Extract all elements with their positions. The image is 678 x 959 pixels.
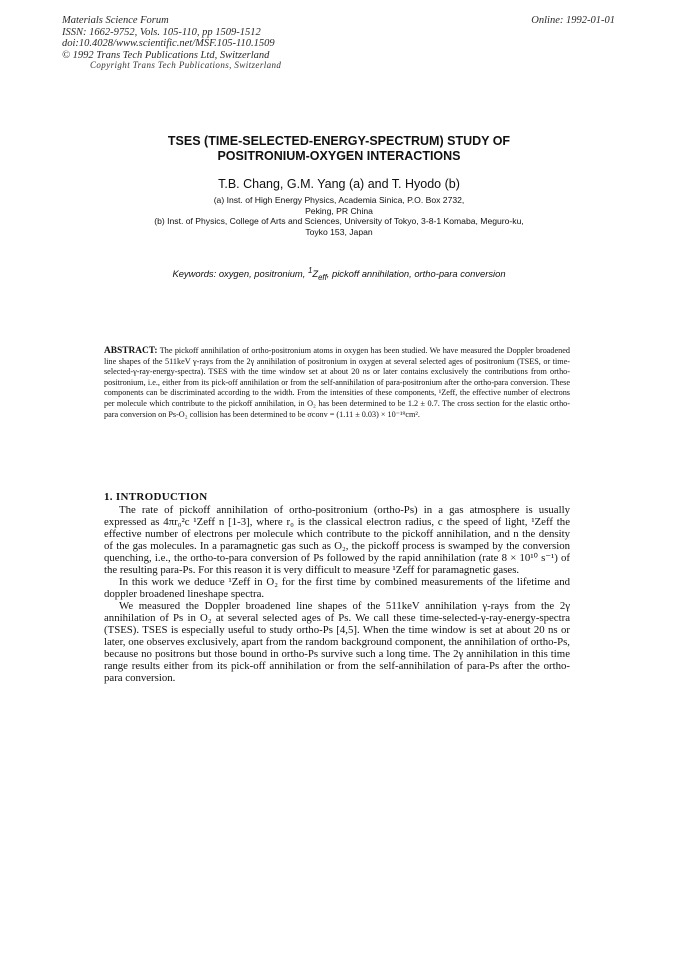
journal-name: Materials Science Forum xyxy=(62,15,169,26)
affiliation-line: (b) Inst. of Physics, College of Arts and Sciences, University of Tokyo, 3-8-1 Komaba, Meguro-ku, xyxy=(154,216,524,227)
affiliations xyxy=(0,195,678,238)
title-line-1: TSES (TIME-SELECTED-ENERGY-SPECTRUM) STUDY OF xyxy=(167,134,511,148)
affiliation-line: Toyko 153, Japan xyxy=(305,227,373,238)
title-line-2: POSITRONIUM-OXYGEN INTERACTIONS xyxy=(217,149,461,163)
authors: T.B. Chang, G.M. Yang (a) and T. Hyodo (b) xyxy=(218,177,460,191)
abstract xyxy=(104,346,570,420)
introduction-section xyxy=(104,491,570,684)
online-date: Online: 1992-01-01 xyxy=(531,15,615,26)
smudged-copyright-line: Copyright Trans Tech Publications, Switzerland xyxy=(90,60,282,71)
issn-line: ISSN: 1662-9752, Vols. 105-110, pp 1509-1512 xyxy=(62,26,261,38)
keywords-sup: 1 xyxy=(307,266,313,275)
paragraph: We measured the Doppler broadened line shapes of the 511keV annihilation γ-rays from the 2γ annihilation of Ps in O₂ at several selected ages of Ps. We call these time-selected-γ-ray-energy-spectra (TSES). TSES is especially useful to study ortho-Ps [4,5]. When the time window is set at about 20 ns or later, one observes exclusively, apart from the random background component, the annihilation of ortho-Ps, because no positrons but those bound in ortho-Ps survive such a long time. The 2γ annihilation in this time range results either from its pick-off annihilation or from the self-annihilation of para-Ps after the ortho-para conversion. xyxy=(104,600,570,684)
abstract-text: The pickoff annihilation of ortho-positronium atoms in oxygen has been studied. We have measured the Doppler broadened line shapes of the 511keV γ-rays from the 2γ annihilation of positronium in oxygen at several selected ages of positronium (TSES, or time-selected-γ-ray-energy-spectra). TSES with the time window set at about 20 ns or later contains exclusively the contributions from ortho-positronium, i.e., either from its pick-off annihilation or from the self-annihilation of para-positronium after the ortho-para conversion. These components can be discriminated according to the width. From the intensities of these components, ¹Zeff, the effective number of electrons per molecule which contribute to the pickoff annihilation, in O₂ has been determined to be 1.2 ± 0.7. The cross section for the elastic ortho-para conversion on Ps-O₂ collision has been determined to be σconv = (1.11 ± 0.03) × 10⁻¹⁹cm². xyxy=(104,346,570,419)
paragraph: In this work we deduce ¹Zeff in O₂ for the first time by combined measurements of the lifetime and doppler broadened lineshape spectra. xyxy=(104,576,570,600)
keywords-eff: eff xyxy=(318,273,327,282)
keywords-text: oxygen, positronium, xyxy=(218,268,306,280)
affiliation-line: Peking, PR China xyxy=(305,205,373,216)
section-heading: 1. INTRODUCTION xyxy=(104,491,208,503)
copyright-line: © 1992 Trans Tech Publications Ltd, Switzerland xyxy=(62,49,270,61)
journal-metadata xyxy=(62,15,281,70)
abstract-label: ABSTRACT: xyxy=(104,346,158,356)
paragraph: The rate of pickoff annihilation of ortho-positronium (ortho-Ps) in a gas atmosphere is usually expressed as 4πr₀²c ¹Zeff n [1-3], where r₀ is the classical electron radius, c the speed of light, ¹Zeff the effective number of electrons per molecule which contribute to the pickoff annihilation, and n the density of the gas molecules. In a paramagnetic gas such as O₂, the pickoff process is swamped by the conversion quenching, i.e., the ortho-to-para conversion of Ps followed by the rapid annihilation (rate 8 × 10¹⁰ s⁻¹) of the resulting para-Ps. For this reason it is very difficult to measure ¹Zeff for paramagnetic gases. xyxy=(104,504,570,576)
keywords-label: Keywords: xyxy=(172,268,217,280)
affiliation-line: (a) Inst. of High Energy Physics, Academia Sinica, P.O. Box 2732, xyxy=(213,195,465,205)
paper-title xyxy=(0,134,678,164)
keywords-zeff: Z xyxy=(312,268,319,280)
doi-line: doi:10.4028/www.scientific.net/MSF.105-110.1509 xyxy=(62,38,275,50)
keywords-rest: , pickoff annihilation, ortho-para conversion xyxy=(326,268,506,280)
keywords xyxy=(0,266,678,282)
